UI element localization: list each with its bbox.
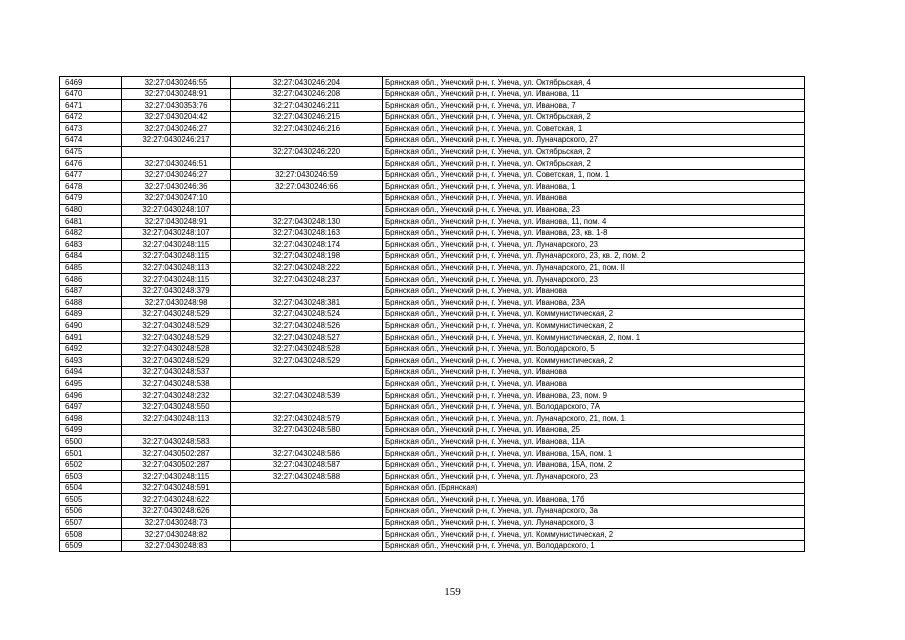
- table-row: [60, 169, 805, 181]
- cadastral-number-cell: 32:27:0430248:83: [122, 540, 231, 552]
- address-cell: Брянская обл., Унечский р-н, г. Унеча, ул. Володарского, 1: [383, 540, 805, 552]
- row-number-cell: 6493: [60, 355, 122, 367]
- cadastral-number-cell: 32:27:0430248:550: [122, 401, 231, 413]
- page-number: 159: [444, 586, 461, 598]
- table-row: [60, 204, 805, 216]
- cadastral-number-cell: 32:27:0430248:115: [122, 250, 231, 262]
- row-number-cell: 6506: [60, 505, 122, 517]
- table-row: [60, 88, 805, 100]
- table-row: [60, 262, 805, 274]
- table-row: [60, 390, 805, 402]
- row-number-cell: 6478: [60, 181, 122, 193]
- row-number-cell: 6475: [60, 146, 122, 158]
- cadastral-number-cell: 32:27:0430248:529: [122, 332, 231, 344]
- cadastral-number-cell: 32:27:0430248:528: [122, 343, 231, 355]
- object-cadastral-number-cell: [231, 494, 383, 506]
- row-number-cell: 6473: [60, 123, 122, 135]
- cadastral-number-cell: 32:27:0430248:626: [122, 505, 231, 517]
- cadastral-number-cell: 32:27:0430248:98: [122, 297, 231, 309]
- address-cell: Брянская обл., Унечский р-н, г. Унеча, ул. Коммунистическая, 2: [383, 355, 805, 367]
- row-number-cell: 6484: [60, 250, 122, 262]
- cadastral-number-cell: 32:27:0430248:73: [122, 517, 231, 529]
- row-number-cell: 6487: [60, 285, 122, 297]
- row-number-cell: 6481: [60, 216, 122, 228]
- cadastral-number-cell: 32:27:0430248:115: [122, 274, 231, 286]
- table-row: [60, 401, 805, 413]
- row-number-cell: 6496: [60, 390, 122, 402]
- table-row: [60, 366, 805, 378]
- address-cell: Брянская обл., Унечский р-н, г. Унеча, ул. Луначарского, 3а: [383, 505, 805, 517]
- row-number-cell: 6492: [60, 343, 122, 355]
- address-cell: Брянская обл., Унечский р-н, г. Унеча, ул. Луначарского, 23: [383, 239, 805, 251]
- table-row: [60, 250, 805, 262]
- table-row: [60, 274, 805, 286]
- table-row: [60, 540, 805, 552]
- object-cadastral-number-cell: 32:27:0430248:174: [231, 239, 383, 251]
- row-number-cell: 6485: [60, 262, 122, 274]
- row-number-cell: 6488: [60, 297, 122, 309]
- cadastral-number-cell: [122, 424, 231, 436]
- cadastral-number-cell: 32:27:0430248:591: [122, 482, 231, 494]
- address-cell: Брянская обл., Унечский р-н, г. Унеча, ул. Иванова: [383, 366, 805, 378]
- object-cadastral-number-cell: [231, 517, 383, 529]
- object-cadastral-number-cell: [231, 529, 383, 541]
- table-row: [60, 181, 805, 193]
- table-row: [60, 216, 805, 228]
- address-cell: Брянская обл., Унечский р-н, г. Унеча, ул. Луначарского, 27: [383, 134, 805, 146]
- cadastral-number-cell: 32:27:0430248:622: [122, 494, 231, 506]
- row-number-cell: 6507: [60, 517, 122, 529]
- row-number-cell: 6491: [60, 332, 122, 344]
- row-number-cell: 6495: [60, 378, 122, 390]
- address-cell: Брянская обл., Унечский р-н, г. Унеча, ул. Иванова: [383, 285, 805, 297]
- object-cadastral-number-cell: 32:27:0430246:216: [231, 123, 383, 135]
- cadastral-number-cell: 32:27:0430248:583: [122, 436, 231, 448]
- address-cell: Брянская обл., Унечский р-н, г. Унеча, ул. Иванова, 23А: [383, 297, 805, 309]
- object-cadastral-number-cell: [231, 285, 383, 297]
- row-number-cell: 6479: [60, 192, 122, 204]
- address-cell: Брянская обл., Унечский р-н, г. Унеча, ул. Иванова, 11: [383, 88, 805, 100]
- cadastral-number-cell: [122, 146, 231, 158]
- cadastral-number-cell: 32:27:0430246:36: [122, 181, 231, 193]
- address-cell: Брянская обл., Унечский р-н, г. Унеча, ул. Иванова, 23, кв. 1-8: [383, 227, 805, 239]
- table-row: [60, 123, 805, 135]
- row-number-cell: 6482: [60, 227, 122, 239]
- object-cadastral-number-cell: 32:27:0430248:237: [231, 274, 383, 286]
- row-number-cell: 6501: [60, 448, 122, 460]
- table-body: [60, 77, 805, 552]
- table-row: [60, 297, 805, 309]
- cadastral-number-cell: 32:27:0430248:232: [122, 390, 231, 402]
- cadastral-number-cell: 32:27:0430502:287: [122, 448, 231, 460]
- address-cell: Брянская обл., Унечский р-н, г. Унеча, ул. Володарского, 7А: [383, 401, 805, 413]
- table-row: [60, 332, 805, 344]
- address-cell: Брянская обл., Унечский р-н, г. Унеча, ул. Иванова, 7: [383, 100, 805, 112]
- object-cadastral-number-cell: [231, 540, 383, 552]
- cadastral-number-cell: 32:27:0430204:42: [122, 111, 231, 123]
- object-cadastral-number-cell: 32:27:0430246:204: [231, 77, 383, 89]
- table-row: [60, 517, 805, 529]
- address-cell: Брянская обл., Унечский р-н, г. Унеча, ул. Иванова, 11А: [383, 436, 805, 448]
- row-number-cell: 6486: [60, 274, 122, 286]
- row-number-cell: 6489: [60, 308, 122, 320]
- cadastral-number-cell: 32:27:0430246:51: [122, 158, 231, 170]
- object-cadastral-number-cell: 32:27:0430248:130: [231, 216, 383, 228]
- object-cadastral-number-cell: 32:27:0430248:539: [231, 390, 383, 402]
- cadastral-number-cell: 32:27:0430246:217: [122, 134, 231, 146]
- address-cell: Брянская обл., Унечский р-н, г. Унеча, ул. Иванова: [383, 192, 805, 204]
- cadastral-number-cell: 32:27:0430247:10: [122, 192, 231, 204]
- cadastral-number-cell: 32:27:0430248:113: [122, 413, 231, 425]
- cadastral-number-cell: 32:27:0430246:55: [122, 77, 231, 89]
- address-cell: Брянская обл., Унечский р-н, г. Унеча, ул. Луначарского, 23: [383, 471, 805, 483]
- row-number-cell: 6497: [60, 401, 122, 413]
- cadastral-number-cell: 32:27:0430248:529: [122, 320, 231, 332]
- object-cadastral-number-cell: [231, 401, 383, 413]
- cadastral-number-cell: 32:27:0430248:115: [122, 471, 231, 483]
- registry-table: [59, 76, 805, 552]
- row-number-cell: 6504: [60, 482, 122, 494]
- address-cell: Брянская обл., Унечский р-н, г. Унеча, ул. Иванова, 17б: [383, 494, 805, 506]
- object-cadastral-number-cell: 32:27:0430248:529: [231, 355, 383, 367]
- table-row: [60, 192, 805, 204]
- object-cadastral-number-cell: 32:27:0430248:527: [231, 332, 383, 344]
- address-cell: Брянская обл., Унечский р-н, г. Унеча, ул. Октябрьская, 4: [383, 77, 805, 89]
- table-row: [60, 355, 805, 367]
- address-cell: Брянская обл., Унечский р-н, г. Унеча, ул. Октябрьская, 2: [383, 111, 805, 123]
- cadastral-number-cell: 32:27:0430246:27: [122, 123, 231, 135]
- table-row: [60, 378, 805, 390]
- table-row: [60, 413, 805, 425]
- row-number-cell: 6472: [60, 111, 122, 123]
- cadastral-number-cell: 32:27:0430248:529: [122, 355, 231, 367]
- address-cell: Брянская обл., Унечский р-н, г. Унеча, ул. Иванова, 23: [383, 204, 805, 216]
- cadastral-number-cell: 32:27:0430248:529: [122, 308, 231, 320]
- address-cell: Брянская обл., Унечский р-н, г. Унеча, ул. Октябрьская, 2: [383, 146, 805, 158]
- table-row: [60, 448, 805, 460]
- table-row: [60, 505, 805, 517]
- address-cell: Брянская обл., Унечский р-н, г. Унеча, ул. Луначарского, 21, пом. II: [383, 262, 805, 274]
- address-cell: Брянская обл., Унечский р-н, г. Унеча, ул. Коммунистическая, 2: [383, 308, 805, 320]
- table-row: [60, 158, 805, 170]
- cadastral-number-cell: 32:27:0430502:287: [122, 459, 231, 471]
- address-cell: Брянская обл., Унечский р-н, г. Унеча, ул. Луначарского, 3: [383, 517, 805, 529]
- row-number-cell: 6471: [60, 100, 122, 112]
- cadastral-number-cell: 32:27:0430248:107: [122, 227, 231, 239]
- table-row: [60, 459, 805, 471]
- cadastral-number-cell: 32:27:0430248:537: [122, 366, 231, 378]
- address-cell: Брянская обл., Унечский р-н, г. Унеча, ул. Октябрьская, 2: [383, 158, 805, 170]
- object-cadastral-number-cell: 32:27:0430248:528: [231, 343, 383, 355]
- cadastral-number-cell: 32:27:0430248:113: [122, 262, 231, 274]
- address-cell: Брянская обл., Унечский р-н, г. Унеча, ул. Иванова, 25: [383, 424, 805, 436]
- address-cell: Брянская обл., Унечский р-н, г. Унеча, ул. Иванова, 15А, пом. 2: [383, 459, 805, 471]
- object-cadastral-number-cell: [231, 366, 383, 378]
- row-number-cell: 6503: [60, 471, 122, 483]
- table-row: [60, 308, 805, 320]
- address-cell: Брянская обл., Унечский р-н, г. Унеча, ул. Коммунистическая, 2, пом. 1: [383, 332, 805, 344]
- table-row: [60, 134, 805, 146]
- row-number-cell: 6480: [60, 204, 122, 216]
- table-row: [60, 111, 805, 123]
- row-number-cell: 6474: [60, 134, 122, 146]
- table-row: [60, 471, 805, 483]
- object-cadastral-number-cell: 32:27:0430248:580: [231, 424, 383, 436]
- row-number-cell: 6509: [60, 540, 122, 552]
- address-cell: Брянская обл., Унечский р-н, г. Унеча, ул. Луначарского, 21, пом. 1: [383, 413, 805, 425]
- cadastral-number-cell: 32:27:0430246:27: [122, 169, 231, 181]
- object-cadastral-number-cell: [231, 378, 383, 390]
- row-number-cell: 6498: [60, 413, 122, 425]
- table-row: [60, 320, 805, 332]
- address-cell: Брянская обл., Унечский р-н, г. Унеча, ул. Иванова, 23, пом. 9: [383, 390, 805, 402]
- cadastral-number-cell: 32:27:0430248:91: [122, 216, 231, 228]
- table-row: [60, 285, 805, 297]
- address-cell: Брянская обл., Унечский р-н, г. Унеча, ул. Коммунистическая, 2: [383, 320, 805, 332]
- cadastral-number-cell: 32:27:0430248:538: [122, 378, 231, 390]
- address-cell: Брянская обл., Унечский р-н, г. Унеча, ул. Луначарского, 23: [383, 274, 805, 286]
- row-number-cell: 6483: [60, 239, 122, 251]
- table-row: [60, 436, 805, 448]
- address-cell: Брянская обл., Унечский р-н, г. Унеча, ул. Иванова: [383, 378, 805, 390]
- object-cadastral-number-cell: [231, 192, 383, 204]
- cadastral-number-cell: 32:27:0430353:76: [122, 100, 231, 112]
- row-number-cell: 6502: [60, 459, 122, 471]
- table-row: [60, 494, 805, 506]
- object-cadastral-number-cell: [231, 158, 383, 170]
- address-cell: Брянская обл. (Брянская): [383, 482, 805, 494]
- address-cell: Брянская обл., Унечский р-н, г. Унеча, ул. Луначарского, 23, кв. 2, пом. 2: [383, 250, 805, 262]
- table-row: [60, 343, 805, 355]
- object-cadastral-number-cell: 32:27:0430248:163: [231, 227, 383, 239]
- object-cadastral-number-cell: 32:27:0430246:211: [231, 100, 383, 112]
- object-cadastral-number-cell: [231, 505, 383, 517]
- address-cell: Брянская обл., Унечский р-н, г. Унеча, ул. Иванова, 15А, пом. 1: [383, 448, 805, 460]
- table-row: [60, 100, 805, 112]
- address-cell: Брянская обл., Унечский р-н, г. Унеча, ул. Коммунистическая, 2: [383, 529, 805, 541]
- row-number-cell: 6470: [60, 88, 122, 100]
- object-cadastral-number-cell: 32:27:0430246:59: [231, 169, 383, 181]
- row-number-cell: 6469: [60, 77, 122, 89]
- object-cadastral-number-cell: [231, 436, 383, 448]
- object-cadastral-number-cell: 32:27:0430248:579: [231, 413, 383, 425]
- row-number-cell: 6476: [60, 158, 122, 170]
- object-cadastral-number-cell: [231, 134, 383, 146]
- cadastral-number-cell: 32:27:0430248:91: [122, 88, 231, 100]
- object-cadastral-number-cell: 32:27:0430248:588: [231, 471, 383, 483]
- cadastral-number-cell: 32:27:0430248:107: [122, 204, 231, 216]
- object-cadastral-number-cell: [231, 204, 383, 216]
- row-number-cell: 6490: [60, 320, 122, 332]
- object-cadastral-number-cell: 32:27:0430248:587: [231, 459, 383, 471]
- object-cadastral-number-cell: 32:27:0430246:208: [231, 88, 383, 100]
- table-row: [60, 482, 805, 494]
- object-cadastral-number-cell: 32:27:0430246:215: [231, 111, 383, 123]
- object-cadastral-number-cell: 32:27:0430246:66: [231, 181, 383, 193]
- table-row: [60, 529, 805, 541]
- table-row: [60, 239, 805, 251]
- table-row: [60, 146, 805, 158]
- row-number-cell: 6494: [60, 366, 122, 378]
- address-cell: Брянская обл., Унечский р-н, г. Унеча, ул. Иванова, 11, пом. 4: [383, 216, 805, 228]
- address-cell: Брянская обл., Унечский р-н, г. Унеча, ул. Иванова, 1: [383, 181, 805, 193]
- row-number-cell: 6508: [60, 529, 122, 541]
- object-cadastral-number-cell: 32:27:0430248:222: [231, 262, 383, 274]
- object-cadastral-number-cell: 32:27:0430248:526: [231, 320, 383, 332]
- object-cadastral-number-cell: 32:27:0430248:586: [231, 448, 383, 460]
- cadastral-number-cell: 32:27:0430248:82: [122, 529, 231, 541]
- object-cadastral-number-cell: [231, 482, 383, 494]
- address-cell: Брянская обл., Унечский р-н, г. Унеча, ул. Советская, 1, пом. 1: [383, 169, 805, 181]
- cadastral-number-cell: 32:27:0430248:379: [122, 285, 231, 297]
- table-row: [60, 227, 805, 239]
- row-number-cell: 6500: [60, 436, 122, 448]
- row-number-cell: 6505: [60, 494, 122, 506]
- table-row: [60, 77, 805, 89]
- address-cell: Брянская обл., Унечский р-н, г. Унеча, ул. Володарского, 5: [383, 343, 805, 355]
- address-cell: Брянская обл., Унечский р-н, г. Унеча, ул. Советская, 1: [383, 123, 805, 135]
- object-cadastral-number-cell: 32:27:0430246:220: [231, 146, 383, 158]
- row-number-cell: 6477: [60, 169, 122, 181]
- object-cadastral-number-cell: 32:27:0430248:198: [231, 250, 383, 262]
- object-cadastral-number-cell: 32:27:0430248:381: [231, 297, 383, 309]
- cadastral-number-cell: 32:27:0430248:115: [122, 239, 231, 251]
- table-row: [60, 424, 805, 436]
- object-cadastral-number-cell: 32:27:0430248:524: [231, 308, 383, 320]
- row-number-cell: 6499: [60, 424, 122, 436]
